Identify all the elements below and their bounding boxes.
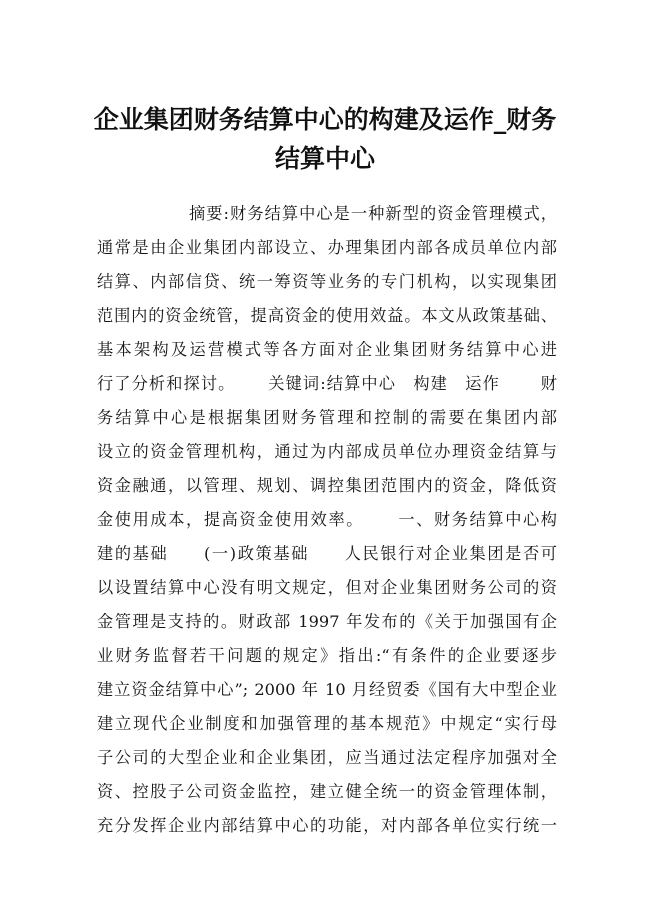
body-text-line: 行了分析和探讨。 关键词:结算中心 构建 运作 财 bbox=[97, 374, 557, 393]
document-title-line-1: 企业集团财务结算中心的构建及运作_财务 bbox=[93, 105, 557, 134]
body-text-line: 建立现代企业制度和加强管理的基本规范》中规定“实行母 bbox=[97, 714, 557, 733]
body-text-line: 金管理是支持的。财政部 1997 年发布的《关于加强国有企 bbox=[97, 612, 557, 631]
body-text-line: 建立资金结算中心”; 2000 年 10 月经贸委《国有大中型企业 bbox=[97, 680, 557, 699]
body-text-line: 结算、内部信贷、统一筹资等业务的专门机构，以实现集团 bbox=[97, 272, 557, 291]
body-text-line: 资、控股子公司资金监控，建立健全统一的资金管理体制， bbox=[97, 782, 557, 801]
body-text-line: 资金融通，以管理、规划、调控集团范围内的资金，降低资 bbox=[97, 476, 557, 495]
body-text-line: 以设置结算中心没有明文规定，但对企业集团财务公司的资 bbox=[97, 578, 557, 597]
body-text-line: 建的基础 (一)政策基础 人民银行对企业集团是否可 bbox=[97, 544, 557, 563]
body-text-line: 充分发挥企业内部结算中心的功能，对内部各单位实行统一 bbox=[97, 816, 557, 835]
body-text-line: 业财务监督若干问题的规定》指出:“有条件的企业要逐步 bbox=[97, 646, 557, 665]
body-text-line: 通常是由企业集团内部设立、办理集团内部各成员单位内部 bbox=[97, 238, 557, 257]
abstract-line: 摘要:财务结算中心是一种新型的资金管理模式， bbox=[189, 204, 557, 223]
document-title-line-2: 结算中心 bbox=[274, 144, 375, 173]
body-text-line: 金使用成本，提高资金使用效率。 一、财务结算中心构 bbox=[97, 510, 557, 529]
body-text-line: 基本架构及运营模式等各方面对企业集团财务结算中心进 bbox=[97, 340, 557, 359]
body-text-line: 范围内的资金统管，提高资金的使用效益。本文从政策基础、 bbox=[97, 306, 557, 325]
body-text-line: 子公司的大型企业和企业集团，应当通过法定程序加强对全 bbox=[97, 748, 557, 767]
body-text-line: 务结算中心是根据集团财务管理和控制的需要在集团内部 bbox=[97, 408, 557, 427]
body-text-line: 设立的资金管理机构，通过为内部成员单位办理资金结算与 bbox=[97, 442, 557, 461]
